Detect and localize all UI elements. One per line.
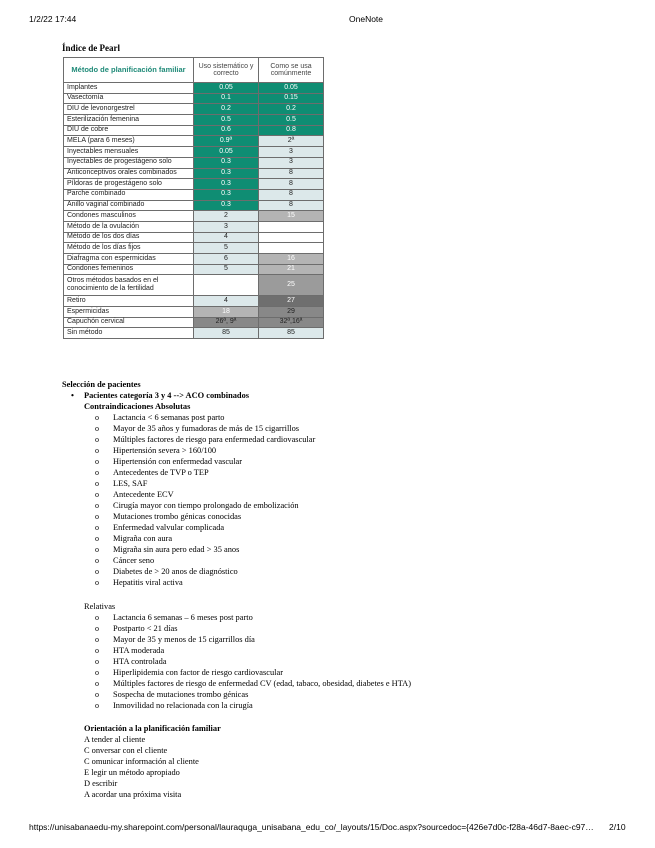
perfect-use-value: 0.05 [194,83,259,94]
list-item: o Cirugía mayor con tiempo prolongado de embolización [95,500,315,511]
list-item: o Diabetes de > 20 anos de diagnóstico [95,566,315,577]
list-item: o Hiperlipidemia con factor de riesgo cardiovascular [95,667,411,678]
list-item: o HTA moderada [95,645,411,656]
method-name: Inyectables mensuales [64,147,194,158]
typical-use-value: 29 [259,307,324,318]
typical-use-value: 27 [259,296,324,307]
heading-absolute-contraindications: Contraindicaciones Absolutas [84,402,191,411]
list-item: o Hipertensión con enfermedad vascular [95,456,315,467]
list-item: o Inmovilidad no relacionada con la cirugía [95,700,411,711]
method-name: Anillo vaginal combinado [64,200,194,211]
absolute-contraindications-list [95,412,315,588]
method-name: Capuchón cervical [64,317,194,328]
list-item: o Lactancia 6 semanas – 6 meses post parto [95,612,411,623]
list-item: o Mutaciones trombo génicas conocidas [95,511,315,522]
typical-use-value [259,232,324,243]
relative-contraindications-list [95,612,411,711]
orientation-lines [84,734,199,800]
table-row [64,307,324,318]
print-url: https://unisabanaedu-my.sharepoint.com/personal/lauraquga_unisabana_edu_co/_layouts/15/Doc.aspx?sourcedoc={426e7d0c-f28a-46d7-8aec-c97… [29,822,594,832]
perfect-use-value: 0.5 [194,115,259,126]
perfect-use-value: 26ª, 9ª [194,317,259,328]
method-name: Implantes [64,83,194,94]
method-name: Anticonceptivos orales combinados [64,168,194,179]
method-name: DIU de cobre [64,125,194,136]
list-item: o Hipertensión severa > 160/100 [95,445,315,456]
list-item: o Antecedente ECV [95,489,315,500]
list-item: o LES, SAF [95,478,315,489]
typical-use-value: 0.2 [259,104,324,115]
table-row [64,147,324,158]
method-name: Condones femeninos [64,264,194,275]
table-row [64,254,324,265]
table-row [64,317,324,328]
method-name: Vasectomía [64,93,194,104]
method-name: Otros métodos basados en el conocimiento de la fertilidad [64,275,194,296]
method-name: Esterilización femenina [64,115,194,126]
table-row [64,179,324,190]
typical-use-value: 15 [259,211,324,222]
column-header-method: Método de planificación familiar [64,58,194,83]
table-row [64,275,324,296]
method-name: Sin método [64,328,194,339]
heading-relative-contraindications: Relativas [84,602,116,611]
method-name: Condones masculinos [64,211,194,222]
typical-use-value: 8 [259,200,324,211]
typical-use-value: 25 [259,275,324,296]
list-item: o Lactancia < 6 semanas post parto [95,412,315,423]
typical-use-value [259,221,324,232]
perfect-use-value: 4 [194,232,259,243]
list-item: o Migraña sin aura pero edad > 35 anos [95,544,315,555]
list-item: o Sospecha de mutaciones trombo génicas [95,689,411,700]
perfect-use-value: 0.6 [194,125,259,136]
method-name: Diafragma con espermicidas [64,254,194,265]
method-name: Método de los dos días [64,232,194,243]
table-row [64,125,324,136]
orientation-line: A acordar una próxima visita [84,790,182,799]
orientation-line: E legir un método apropiado [84,768,180,777]
orientation-line: A tender al cliente [84,735,146,744]
table-row [64,157,324,168]
perfect-use-value: 4 [194,296,259,307]
typical-use-value: 85 [259,328,324,339]
bullet-category: • Pacientes categoría 3 y 4 --> ACO combinados [84,390,249,401]
print-app-name: OneNote [349,14,384,24]
list-item: o Cáncer seno [95,555,315,566]
list-item: o Múltiples factores de riesgo de enfermedad CV (edad, tabaco, obesidad, diabetes e HTA) [95,678,411,689]
section-heading-selection: Selección de pacientes [62,380,141,389]
table-row [64,168,324,179]
method-name: MELA (para 6 meses) [64,136,194,147]
perfect-use-value: 6 [194,254,259,265]
method-name: Espermicidas [64,307,194,318]
method-name: Método de los días fijos [64,243,194,254]
typical-use-value: 0.8 [259,125,324,136]
perfect-use-value: 0.1 [194,93,259,104]
method-name: Píldoras de progestágeno solo [64,179,194,190]
perfect-use-value: 2 [194,211,259,222]
perfect-use-value: 5 [194,243,259,254]
method-name: Retiro [64,296,194,307]
typical-use-value: 32ª,16ª [259,317,324,328]
typical-use-value: 16 [259,254,324,265]
orientation-line: C omunicar información al cliente [84,757,199,766]
column-header-typical-use: Como se usa comúnmente [259,58,324,83]
typical-use-value: 3 [259,147,324,158]
orientation-line: C onversar con el cliente [84,746,168,755]
list-item: o Mayor de 35 y menos de 15 cigarrillos día [95,634,411,645]
typical-use-value: 2ª [259,136,324,147]
perfect-use-value: 0.3 [194,168,259,179]
table-row [64,93,324,104]
print-page-number: 2/10 [609,822,626,832]
heading-orientation: Orientación a la planificación familiar [84,724,221,733]
method-name: Método de la ovulación [64,221,194,232]
list-item: o Antecedentes de TVP o TEP [95,467,315,478]
column-header-perfect-use: Uso sistemático y correcto [194,58,259,83]
perfect-use-value: 0.05 [194,147,259,158]
list-item: o Enfermedad valvular complicada [95,522,315,533]
list-item: o Hepatitis viral activa [95,577,315,588]
list-item: o Postparto < 21 días [95,623,411,634]
perfect-use-value: 18 [194,307,259,318]
typical-use-value: 3 [259,157,324,168]
list-item: o Migraña con aura [95,533,315,544]
typical-use-value: 8 [259,189,324,200]
table-row [64,83,324,94]
table-row [64,264,324,275]
perfect-use-value: 0.2 [194,104,259,115]
perfect-use-value: 5 [194,264,259,275]
perfect-use-value: 0.3 [194,157,259,168]
list-item: o HTA controlada [95,656,411,667]
table-row [64,200,324,211]
typical-use-value: 0.5 [259,115,324,126]
table-row [64,211,324,222]
method-name: Parche combinado [64,189,194,200]
table-row [64,104,324,115]
list-item: o Mayor de 35 años y fumadoras de más de 15 cigarrillos [95,423,315,434]
table-row [64,136,324,147]
table-row [64,232,324,243]
table-row [64,243,324,254]
orientation-line: D escribir [84,779,118,788]
method-name: DIU de levonorgestrel [64,104,194,115]
table-row [64,189,324,200]
perfect-use-value: 0.9ª [194,136,259,147]
table-row [64,296,324,307]
table-row [64,115,324,126]
typical-use-value: 8 [259,179,324,190]
perfect-use-value: 0.3 [194,189,259,200]
perfect-use-value: 0.3 [194,200,259,211]
table-row [64,328,324,339]
perfect-use-value: 85 [194,328,259,339]
list-item: o Múltiples factores de riesgo para enfermedad cardiovascular [95,434,315,445]
pearl-index-table [63,57,324,339]
perfect-use-value [194,275,259,296]
table-row [64,221,324,232]
typical-use-value [259,243,324,254]
method-name: Inyectables de progestágeno solo [64,157,194,168]
typical-use-value: 0.05 [259,83,324,94]
page-title: Índice de Pearl [62,43,120,53]
perfect-use-value: 0.3 [194,179,259,190]
perfect-use-value: 3 [194,221,259,232]
typical-use-value: 21 [259,264,324,275]
typical-use-value: 8 [259,168,324,179]
typical-use-value: 0.15 [259,93,324,104]
print-datetime: 1/2/22 17:44 [29,14,77,24]
